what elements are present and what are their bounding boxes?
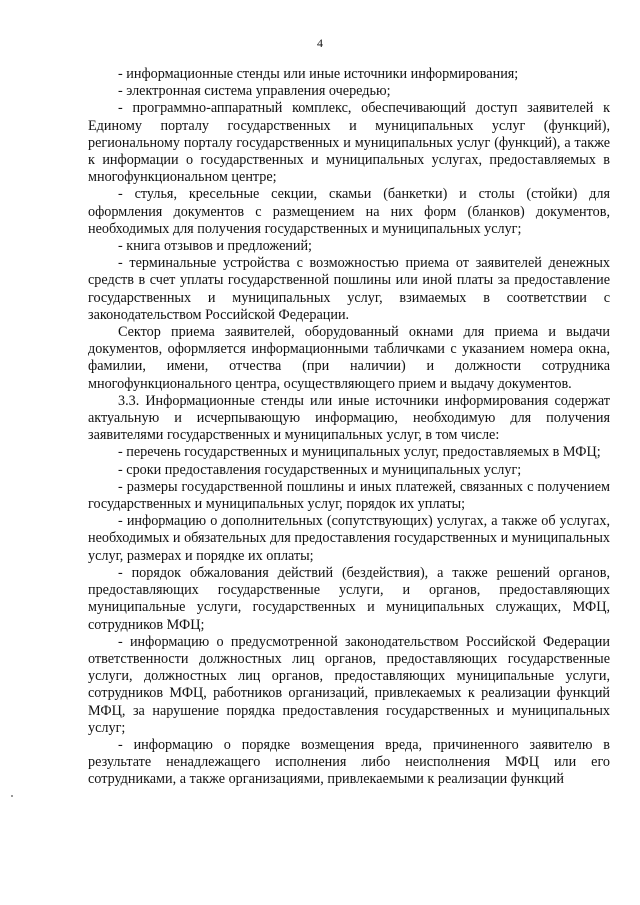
list-item-liability: - информацию о предусмотренной законодательством Российской Федерации ответственности должностных лиц органов, предоставляющих государственные услуги, должностных лиц органов, предоставляющих муниципальные услуги, сотрудников МФЦ, работников организаций, привлекаемых к реализации функций МФЦ, за нарушение порядка предоставления государственных и муниципальных услуг; [88,633,610,736]
scan-speck [11,795,13,797]
list-item-damage-compensation: - информацию о порядке возмещения вреда, причиненного заявителю в результате ненадлежащего исполнения либо неисполнения МФЦ или его сотрудниками, а также организациями, привлекаемыми к реализации функций [88,736,610,788]
list-item-deadlines: - сроки предоставления государственных и муниципальных услуг; [118,461,522,478]
list-item-appeal-procedure: - порядок обжалования действий (бездействия), а также решений органов, предоставляющих государственные услуги, и органов, предоставляющих муниципальные услуги, государственных и муниципальных служащих, МФЦ, сотрудников МФЦ; [88,564,610,633]
list-item-services-list: - перечень государственных и муниципальных услуг, предоставляемых в МФЦ; [118,444,601,461]
list-item-payment-terminals: - терминальные устройства с возможностью приема от заявителей денежных средств в счет уплаты государственной пошлины или иной платы за предоставление государственных и муниципальных услуг, взимаемых в соответствии с законодательством Российской Федерации. [88,255,610,323]
list-item-info-stands: - информационные стенды или иные источники информирования; [118,66,519,82]
list-item-feedback-book: - книга отзывов и предложений; [118,238,312,255]
paragraph-reception-sector: Сектор приема заявителей, оборудованный окнами для приема и выдачи документов, оформляется информационными табличками с указанием номера окна, фамилии, имени, отчества (при наличии) и должности сотрудника многофункционального центра, осуществляющего прием и выдачу документов. [88,324,610,392]
list-item-hardware-complex: - программно-аппаратный комплекс, обеспечивающий доступ заявителей к Единому порталу государственных и муниципальных услуг (функций), региональному порталу государственных и муниципальных услуг (функций), а также к информации о государственных и муниципальных услугах, предоставляемых в многофункциональном центре; [88,100,610,186]
list-item-queue-system: - электронная система управления очередью; [118,83,391,100]
list-item-additional-services: - информацию о дополнительных (сопутствующих) услугах, а также об услугах, необходимых и обязательных для предоставления государственных и муниципальных услуг, размерах и порядке их оплаты; [88,513,610,564]
list-item-fees: - размеры государственной пошлины и иных платежей, связанных с получением государственных и муниципальных услуг, порядок их уплаты; [88,478,610,513]
list-item-furniture: - стулья, кресельные секции, скамьи (банкетки) и столы (стойки) для оформления документов с размещением на них форм (бланков) документов, необходимых для получения государственных и муниципальных услуг; [88,186,610,237]
page-number: 4 [317,36,323,50]
document-body [88,66,610,789]
paragraph-section-3-3: 3.3. Информационные стенды или иные источники информирования содержат актуальную и исчерпывающую информацию, необходимую для получения заявителями государственных и муниципальных услуг, в том числе: [88,392,610,444]
